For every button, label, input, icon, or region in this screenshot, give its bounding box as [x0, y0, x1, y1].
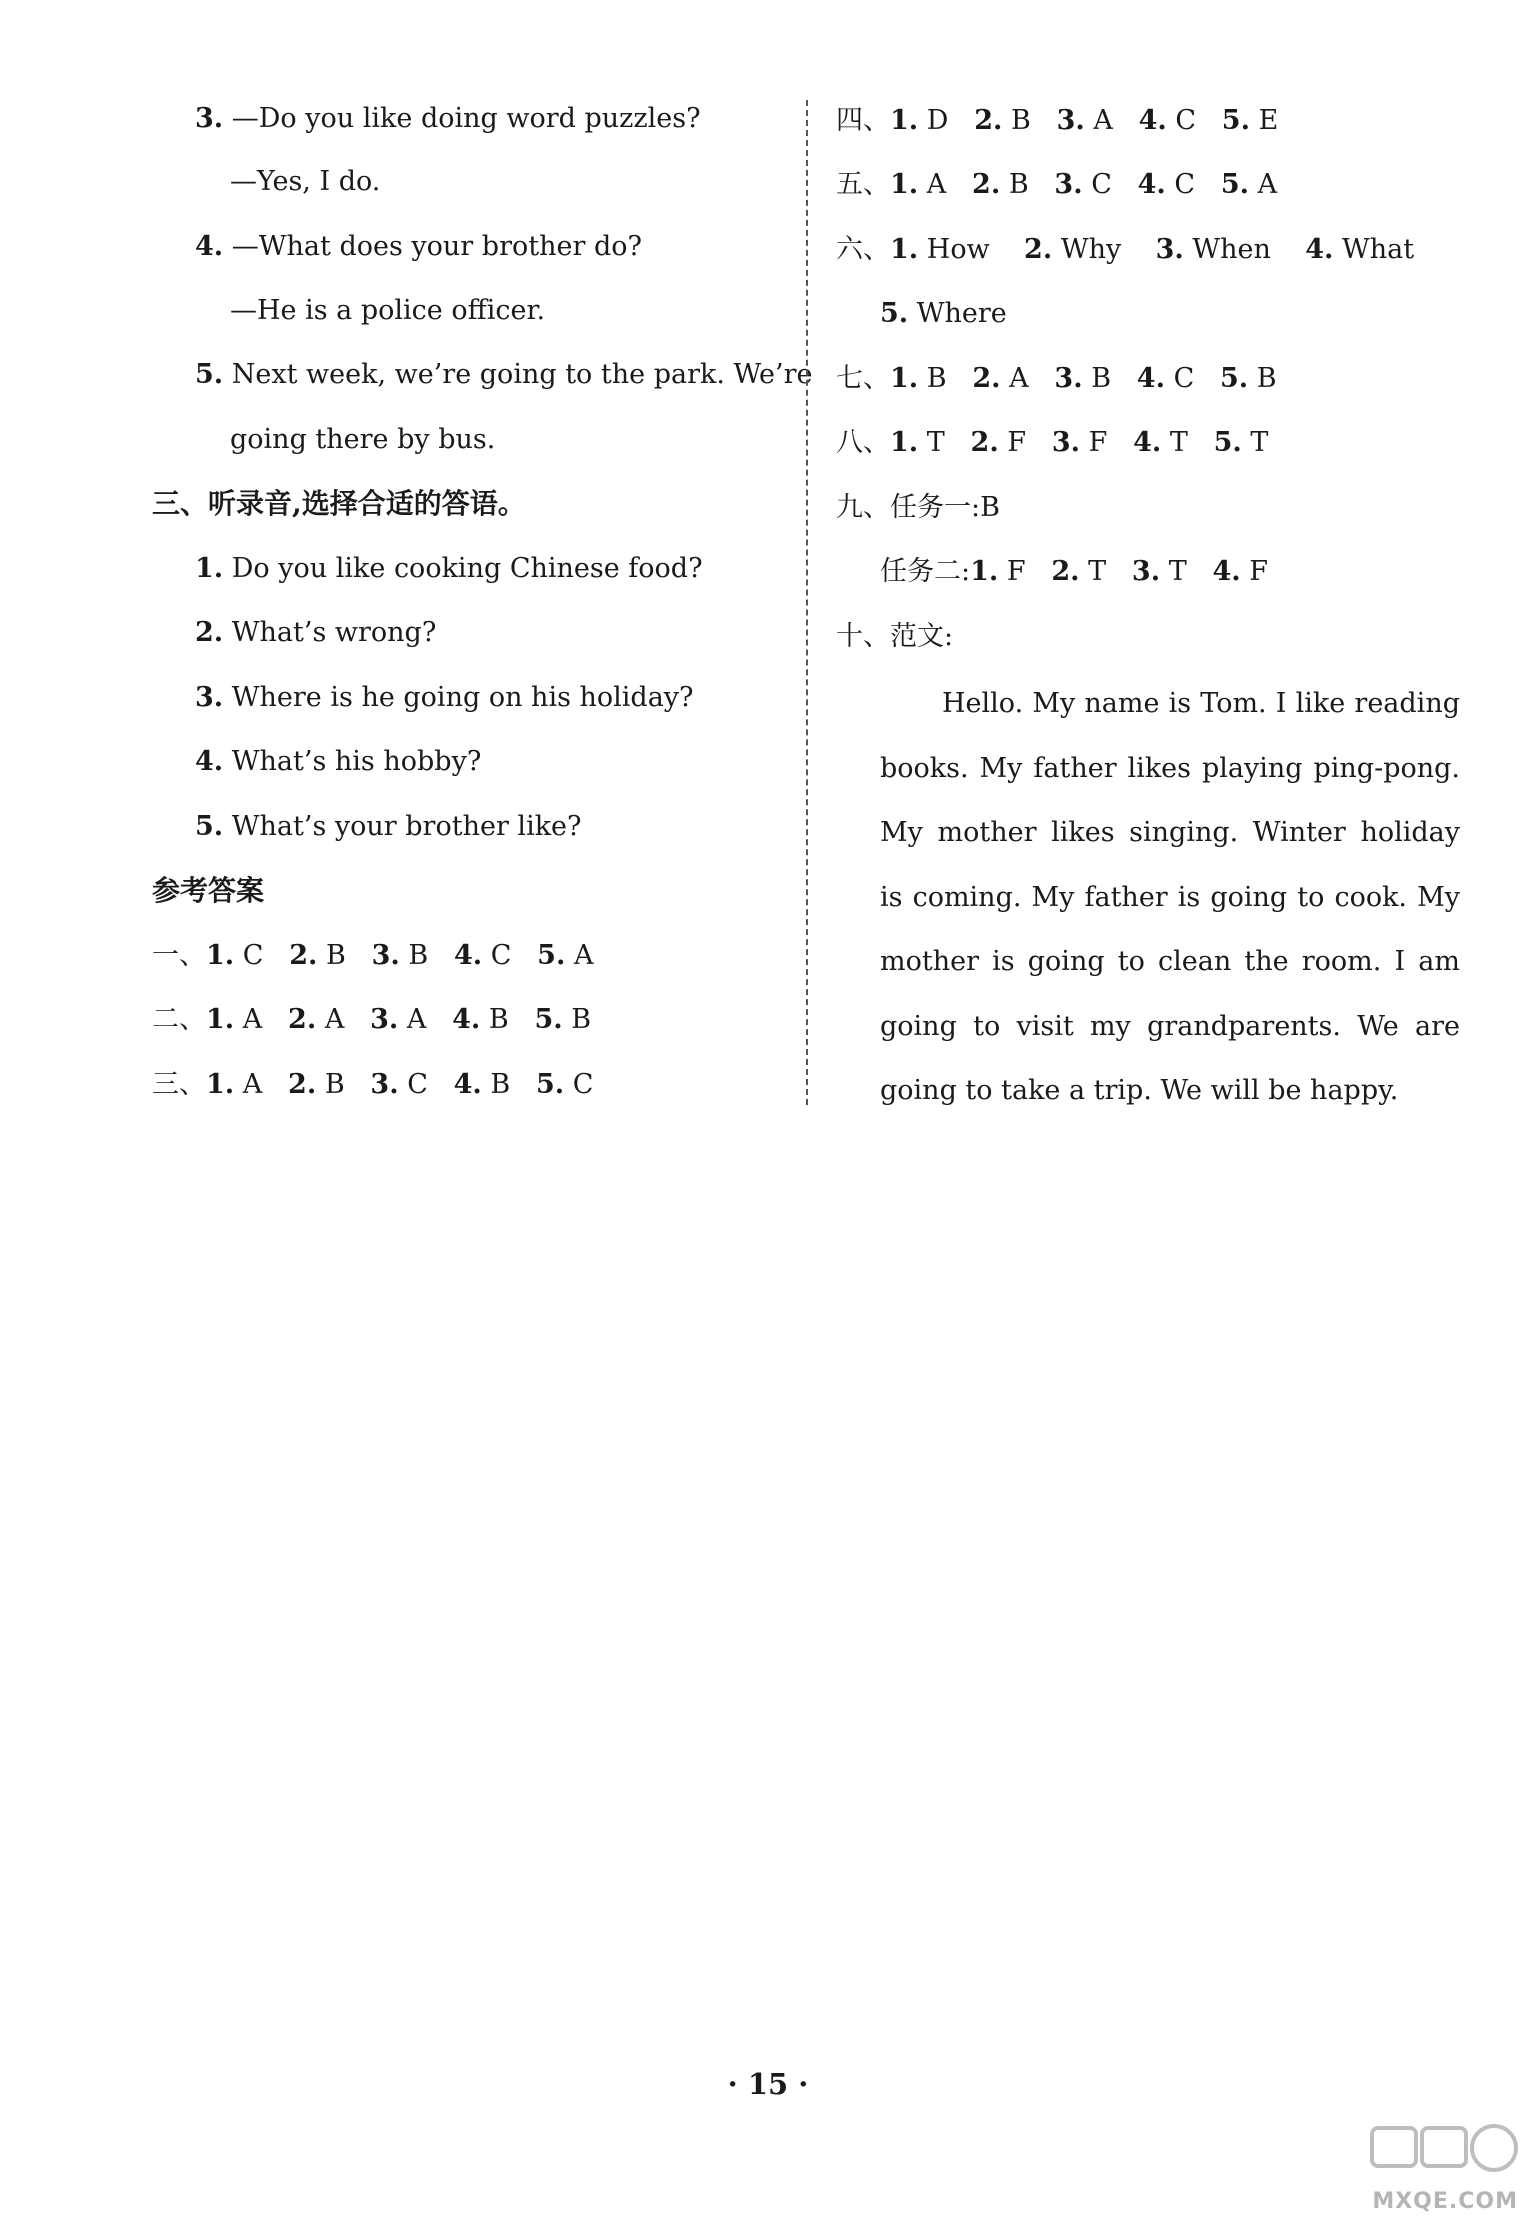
section-10-title: 十、范文:: [836, 621, 954, 652]
list-item: 5. What’s your brother like?: [195, 811, 582, 842]
list-item: 1. Do you like cooking Chinese food?: [195, 553, 703, 584]
question-5-line2: going there by bus.: [230, 424, 496, 455]
question-4-line2: —He is a police officer.: [230, 295, 546, 326]
answer-row-6-continued: 5. Where: [880, 298, 1007, 329]
column-divider: [806, 100, 808, 1105]
question-3-line2: —Yes, I do.: [230, 166, 381, 197]
list-item: 4. What’s his hobby?: [195, 746, 482, 777]
answer-row-3: 三、1. A 2. B 3. C 4. B 5. C: [152, 1069, 594, 1100]
answer-row-9: 九、任务一:B: [836, 492, 1000, 523]
question-4-line1: 4. —What does your brother do?: [195, 231, 642, 262]
answers-title: 参考答案: [152, 874, 265, 907]
question-5-line1: 5. Next week, we’re going to the park. We’re: [195, 359, 813, 390]
answer-row-7: 七、1. B 2. A 3. B 4. C 5. B: [836, 363, 1277, 394]
answer-row-5: 五、1. A 2. B 3. C 4. C 5. A: [836, 169, 1278, 200]
page-number: · 15 ·: [727, 2067, 809, 2101]
list-item: 3. Where is he going on his holiday?: [195, 682, 694, 713]
answer-row-2: 二、1. A 2. A 3. A 4. B 5. B: [152, 1004, 592, 1035]
list-item: 2. What’s wrong?: [195, 617, 437, 648]
answer-row-1: 一、1. C 2. B 3. B 4. C 5. A: [152, 940, 594, 971]
answer-row-8: 八、1. T 2. F 3. F 4. T 5. T: [836, 427, 1269, 458]
watermark-text: MXQE.COM: [1372, 2189, 1518, 2214]
answer-row-9-task2: 任务二:1. F 2. T 3. T 4. F: [880, 556, 1268, 587]
sample-essay: Hello. My name is Tom. I like reading books. My father likes playing ping-pong. My mother likes singing. Winter holiday is coming. My father is going to cook. My mother is going to clean the room. I am going to visit my grandparents. We are going to take a trip. We will be happy.: [880, 688, 1460, 1106]
answer-row-4: 四、1. D 2. B 3. A 4. C 5. E: [836, 105, 1279, 136]
question-3-line1: 3. —Do you like doing word puzzles?: [195, 103, 701, 134]
watermark-logo: [1354, 2118, 1524, 2218]
answer-row-6: 六、1. How 2. Why 3. When 4. What: [836, 234, 1415, 265]
section-3-title: 三、听录音,选择合适的答语。: [152, 487, 526, 520]
